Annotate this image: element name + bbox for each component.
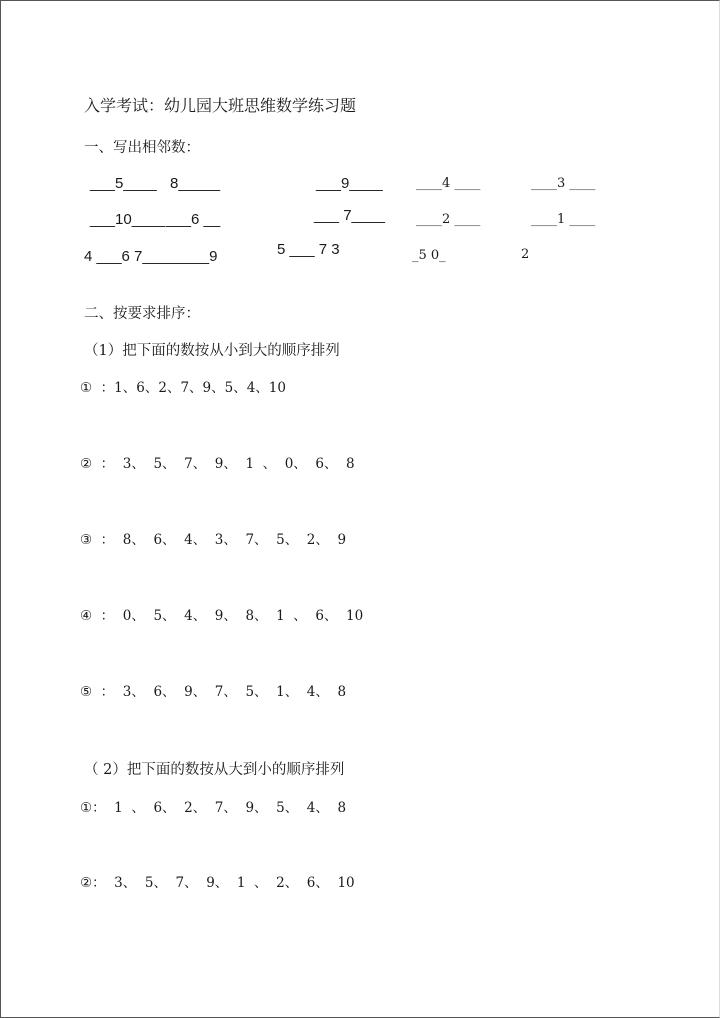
neighbor-item-14: 2 [521,247,530,262]
neighbor-item-8: ___ 7____ [314,207,385,224]
neighbor-item-7: ___6 __ [166,211,221,228]
neighbor-item-3: ___9____ [316,175,383,192]
section1-heading: 一、写出相邻数： [84,140,200,156]
sort-row-ascending-1: ① ：1、6、2、7、9、5、4、10 [80,380,286,396]
section2-heading: 二、按要求排序： [84,306,200,322]
sort-row-ascending-4: ④ ： 0、 5、 4、 9、 8、 1 、 6、 10 [80,608,364,624]
neighbor-item-6: ___10____ [90,211,166,228]
neighbor-item-10: ____1 ____ [531,212,596,227]
part1-heading: （1）把下面的数按从小到大的顺序排列 [84,343,340,359]
neighbor-item-12: 5 ___ 7 3 [277,241,340,258]
page-title: 入学考试：幼儿园大班思维数学练习题 [84,96,357,115]
sort-row-descending-2: ②： 3、 5、 7、 9、 1 、 2、 6、 10 [80,875,355,891]
sort-row-ascending-5: ⑤ ： 3、 6、 9、 7、 5、 1、 4、 8 [80,684,347,700]
neighbor-item-13: _5 0_ [412,248,446,263]
neighbor-item-2: 8_____ [170,175,221,192]
neighbor-item-1: ___5____ [90,175,157,192]
neighbor-item-9: ____2 ____ [416,212,481,227]
sort-row-ascending-2: ② ： 3、 5、 7、 9、 1 、 0、 6、 8 [80,456,355,472]
sort-row-ascending-3: ③ ： 8、 6、 4、 3、 7、 5、 2、 9 [80,532,347,548]
sort-row-descending-1: ①： 1 、 6、 2、 7、 9、 5、 4、 8 [80,800,347,816]
neighbor-item-4: ____4 ____ [416,176,481,191]
neighbor-item-11: 4 ___6 7________9 [84,248,218,265]
part2-heading: （ 2）把下面的数按从大到小的顺序排列 [84,762,345,778]
neighbor-item-5: ____3 ____ [531,176,596,191]
